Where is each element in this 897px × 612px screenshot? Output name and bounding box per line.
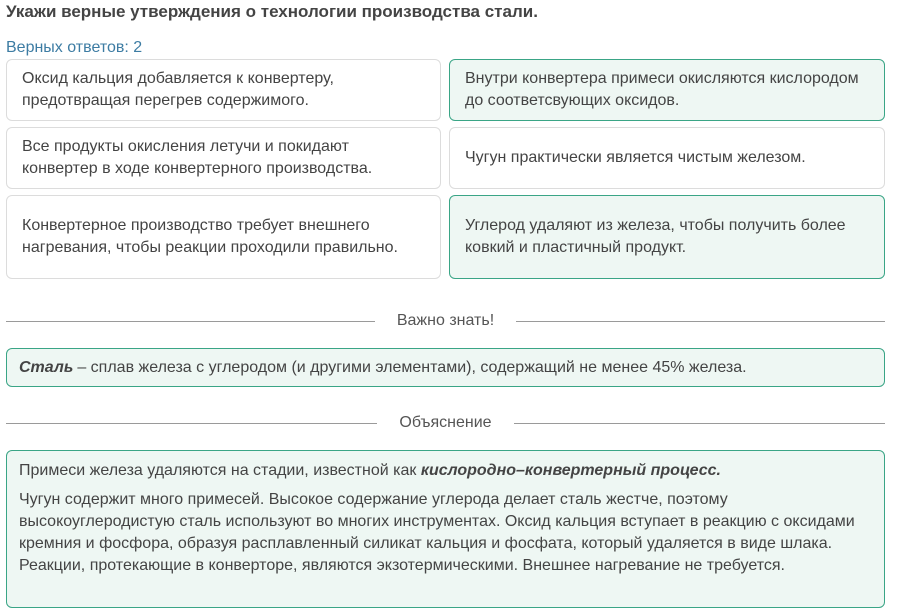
explanation-divider-label: Объяснение bbox=[399, 414, 492, 431]
divider-line bbox=[516, 321, 885, 322]
important-info-box bbox=[6, 348, 885, 387]
explanation-intro-text: Примеси железа удаляются на стадии, известной как bbox=[19, 462, 417, 479]
definition-text: – сплав железа с углеродом (и другими элементами), содержащий не менее 45% железа. bbox=[77, 358, 747, 376]
important-divider bbox=[6, 310, 885, 332]
answer-option-text: Внутри конвертера примеси окисляются кислородом до соответсвующих оксидов. bbox=[465, 70, 859, 109]
answer-option[interactable] bbox=[6, 195, 441, 279]
answer-option[interactable] bbox=[6, 127, 441, 189]
answer-option[interactable] bbox=[6, 59, 441, 121]
answer-option[interactable] bbox=[449, 127, 885, 189]
explanation-body: Чугун содержит много примесей. Высокое содержание углерода делает сталь жестче, поэтому высокоуглеродистую сталь используют во многих инструментах. Оксид кальция вступает в реакцию с оксидами кремния и фосфора, образуя расплавленный силикат кальция и фосфата, который удаляется в виде шлака. Реакции, протекающие в конверторе, являются экзотермическими. Внешнее нагревание не требуется. bbox=[19, 491, 855, 574]
correct-answers-count: Верных ответов: 2 bbox=[6, 39, 143, 56]
answer-option-text: Оксид кальция добавляется к конвертеру, предотвращая перегрев содержимого. bbox=[22, 70, 334, 109]
question-title: Укажи верные утверждения о технологии производства стали. bbox=[6, 2, 538, 21]
answer-options-grid bbox=[6, 59, 885, 279]
answer-option-text: Чугун практически является чистым железом. bbox=[465, 149, 806, 166]
explanation-divider bbox=[6, 412, 885, 434]
explanation-intro-term: кислородно–конвертерный процесс. bbox=[420, 462, 721, 479]
answer-option-selected[interactable] bbox=[449, 195, 885, 279]
definition-term: Сталь bbox=[19, 358, 74, 376]
answer-option-text: Углерод удаляют из железа, чтобы получить более ковкий и пластичный продукт. bbox=[465, 217, 846, 256]
answer-option-text: Конвертерное производство требует внешнего нагревания, чтобы реакции проходили правильно. bbox=[22, 217, 398, 256]
divider-line bbox=[6, 423, 377, 424]
important-divider-label: Важно знать! bbox=[396, 312, 495, 329]
divider-line bbox=[514, 423, 885, 424]
explanation-box bbox=[6, 450, 885, 608]
answer-option-text: Все продукты окисления летучи и покидают конвертер в ходе конвертерного производства. bbox=[22, 138, 373, 177]
explanation-intro bbox=[19, 460, 872, 482]
divider-line bbox=[6, 321, 375, 322]
answer-option-selected[interactable] bbox=[449, 59, 885, 121]
